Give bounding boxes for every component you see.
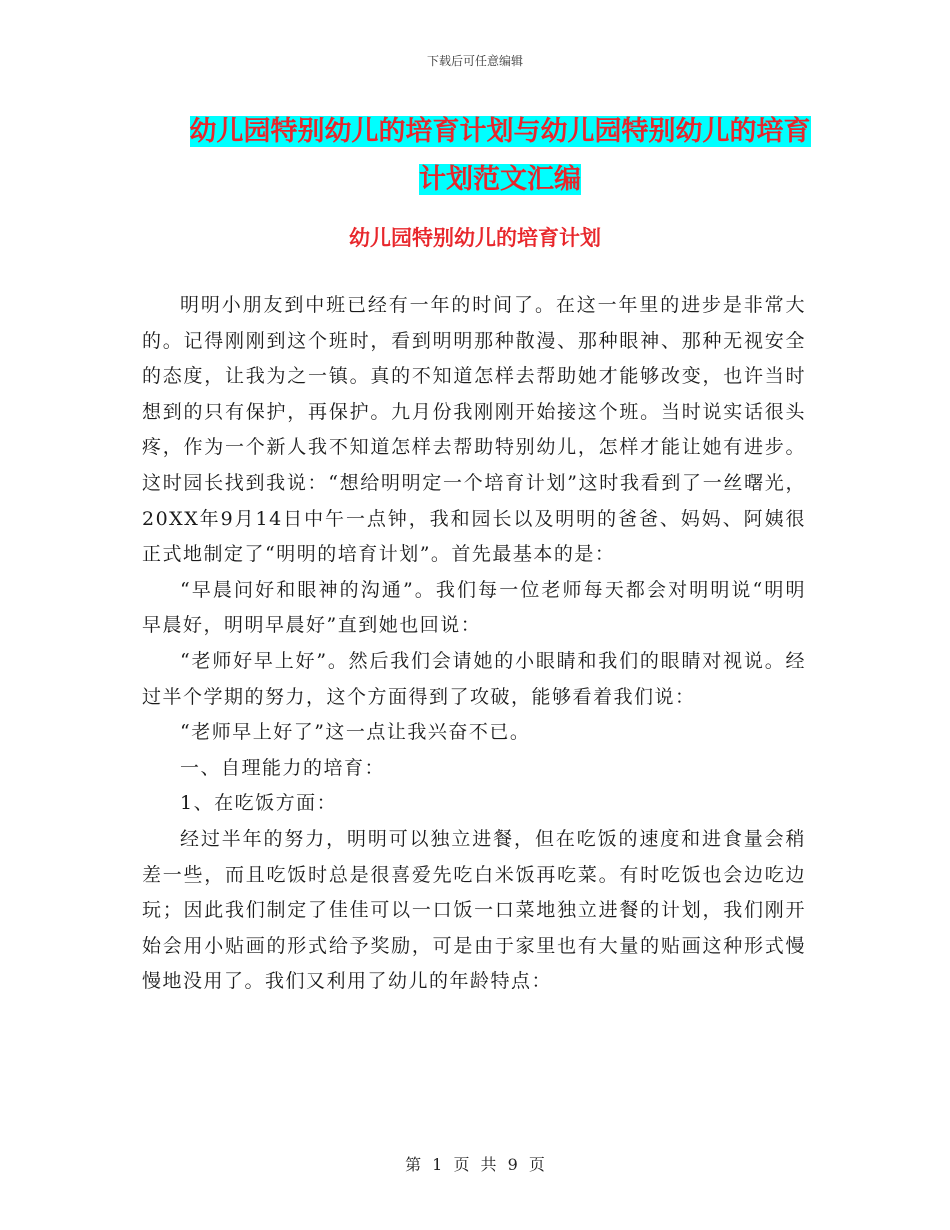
paragraph: 1、在吃饭方面： [180,792,338,815]
paragraph: “老师早上好了”这一点让我兴奋不已。 [180,721,531,744]
section-title: 幼儿园特别幼儿的培育计划 [349,226,601,250]
paragraph: 一、自理能力的培育： [180,756,386,779]
paragraph: 经过半年的努力，明明可以独立进餐，但在吃饭的速度和进食量会稍差一些，而且吃饭时总是很喜爱先吃白米饭再吃菜。有时吃饭也会边吃边玩；因此我们制定了佳佳可以一口饭一口菜地独立进餐的计划，我们刚开始会用小贴画的形式给予奖励，可是由于家里也有大量的贴画这种形式慢慢地没用了。我们又利用了幼儿的年龄特点： [142,827,806,993]
document-title-line-1: 幼儿园特别幼儿的培育计划与幼儿园特别幼儿的培育 [189,116,811,147]
page-number: 第 1 页 共 9 页 [405,1155,545,1174]
paragraph: 明明小朋友到中班已经有一年的时间了。在这一年里的进步是非常大的。记得刚刚到这个班时，看到明明那种散漫、那种眼神、那种无视安全的态度，让我为之一镇。真的不知道怎样去帮助她才能够改变，也许当时想到的只有保护，再保护。九月份我刚刚开始接这个班。当时说实话很头疼，作为一个新人我不知道怎样去帮助特别幼儿，怎样才能让她有进步。这时园长找到我说：“想给明明定一个培育计划”这时我看到了一丝曙光，20XX年9月14日中午一点钟，我和园长以及明明的爸爸、妈妈、阿姨很正式地制定了“明明的培育计划”。首先最基本的是： [142,294,806,566]
header-note: 下载后可任意编辑 [426,54,523,68]
paragraph: “早晨问好和眼神的沟通”。我们每一位老师每天都会对明明说“明明早晨好，明明早晨好”直到她也回说： [142,578,806,637]
body-text [142,288,806,1000]
document-title-line-2: 计划范文汇编 [419,164,581,195]
document-title [150,108,850,204]
paragraph: “老师好早上好”。然后我们会请她的小眼睛和我们的眼睛对视说。经过半个学期的努力，这个方面得到了攻破，能够看着我们说： [142,649,806,708]
